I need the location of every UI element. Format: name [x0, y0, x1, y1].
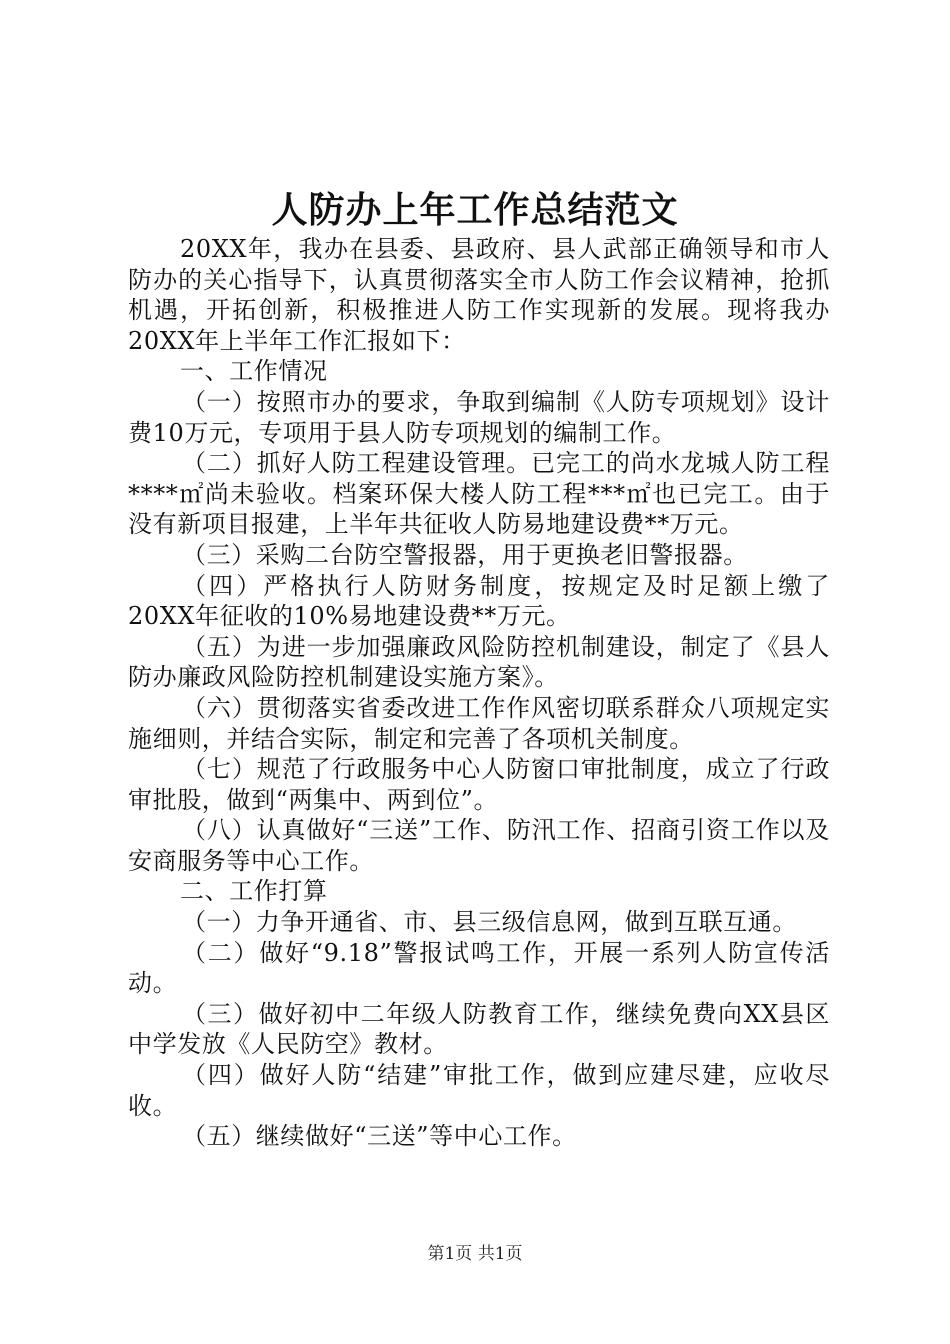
- plan-item-4: （四）做好人防“结建”审批工作，做到应建尽建，应收尽收。: [128, 1061, 830, 1120]
- plan-item-2: （二）做好“9.18”警报试鸣工作，开展一系列人防宣传活动。: [128, 938, 830, 998]
- section-heading-work-status: 一、工作情况: [180, 357, 328, 386]
- work-item-5: （五）为进一步加强廉政风险防控机制建设，制定了《县人防办廉政风险防控机制建设实施方案》。: [128, 632, 830, 692]
- work-item-1: （一）按照市办的要求，争取到编制《人防专项规划》设计费10万元，专项用于县人防专项规划的编制工作。: [128, 387, 830, 447]
- work-item-6: （六）贯彻落实省委改进工作作风密切联系群众八项规定实施细则，并结合实际，制定和完善了各项机关制度。: [128, 693, 830, 753]
- plan-item-5: （五）继续做好“三送”等中心工作。: [182, 1122, 577, 1151]
- work-item-8: （八）认真做好“三送”工作、防汛工作、招商引资工作以及安商服务等中心工作。: [128, 816, 830, 875]
- section-heading-work-plan: 二、工作打算: [180, 877, 328, 906]
- work-item-4: （四）严格执行人防财务制度，按规定及时足额上缴了20XX年征收的10%易地建设费**万元。: [128, 571, 830, 631]
- intro-paragraph: 20XX年，我办在县委、县政府、县人武部正确领导和市人防办的关心指导下，认真贯彻落实全市人防工作会议精神，抢抓机遇，开拓创新，积极推进人防工作实现新的发展。现将我办20XX年上半年工作汇报如下：: [128, 235, 830, 355]
- work-item-3: （三）采购二台防空警报器，用于更换老旧警报器。: [182, 540, 748, 569]
- document-title: 人防办上年工作总结范文: [271, 189, 679, 231]
- plan-item-1: （一）力争开通省、市、县三级信息网，做到互联互通。: [182, 908, 797, 937]
- work-item-2: （二）抓好人防工程建设管理。已完工的尚水龙城人防工程****㎡尚未验收。档案环保大楼人防工程***㎡也已完工。由于没有新项目报建，上半年共征收人防易地建设费**万元。: [128, 449, 830, 539]
- page-number-footer: 第1页 共1页: [427, 1244, 523, 1264]
- plan-item-3: （三）做好初中二年级人防教育工作，继续免费向XX县区中学发放《人民防空》教材。: [128, 999, 830, 1059]
- document-body: [128, 234, 830, 1152]
- work-item-7: （七）规范了行政服务中心人防窗口审批制度，成立了行政审批股，做到“两集中、两到位”。: [128, 755, 830, 814]
